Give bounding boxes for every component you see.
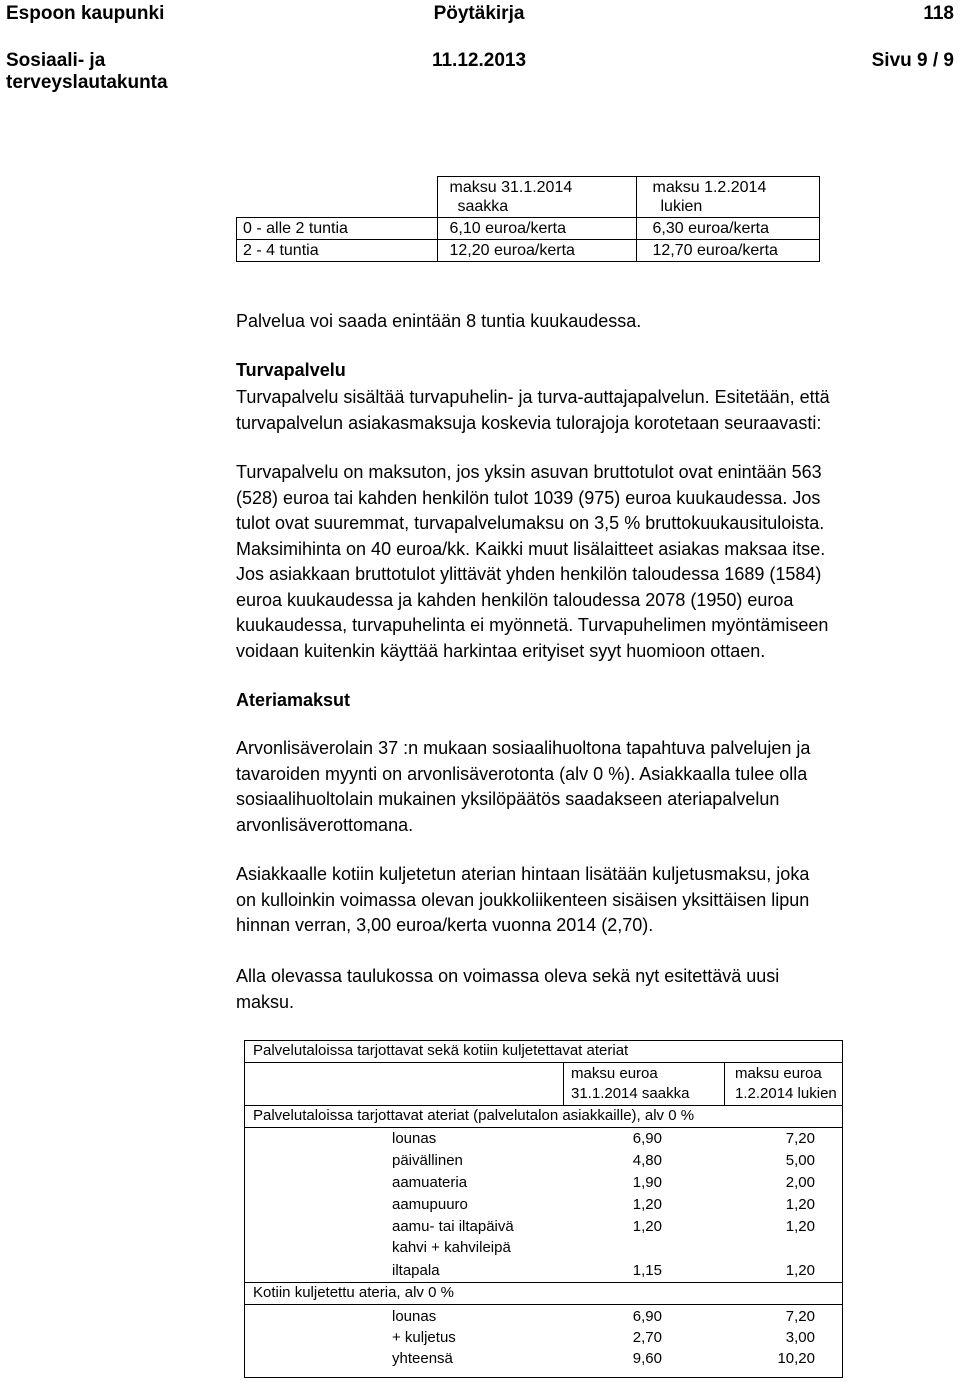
new-price: 7,20 bbox=[785, 1308, 815, 1325]
text-line: Alla olevassa taulukossa on voimassa oleva sekä nyt esitettävä uusi bbox=[236, 966, 780, 986]
security-service-intro bbox=[236, 385, 956, 436]
new-fee: 12,70 euroa/kerta bbox=[636, 240, 820, 262]
old-price: 1,20 bbox=[632, 1196, 662, 1213]
text-line: Jos asiakkaan bruttotulot ylittävät yhden henkilön taloudessa 1689 (1584) bbox=[236, 564, 822, 584]
text-line: voidaan kuitenkin käyttää harkintaa erityiset syyt huomioon ottaen. bbox=[236, 640, 766, 661]
meal-fees-heading: Ateriamaksut bbox=[236, 690, 351, 710]
table-row bbox=[245, 1129, 842, 1150]
security-service-fee-paragraph bbox=[236, 460, 956, 664]
table-row bbox=[245, 1151, 842, 1172]
column-header-old-line2: 31.1.2014 saakka bbox=[571, 1085, 690, 1102]
row-label: 0 - alle 2 tuntia bbox=[237, 218, 438, 240]
meal-name: + kuljetus bbox=[392, 1329, 456, 1346]
old-price: 4,80 bbox=[632, 1152, 662, 1169]
column-header-old-line1: maksu 31.1.2014 bbox=[449, 179, 573, 196]
table-row bbox=[237, 218, 820, 240]
meal-name: iltapala bbox=[392, 1262, 440, 1279]
security-service-heading: Turvapalvelu bbox=[236, 360, 346, 380]
old-fee: 6,10 euroa/kerta bbox=[437, 218, 636, 240]
meal-name: aamu- tai iltapäivä bbox=[392, 1218, 514, 1235]
section-header-home-delivery: Kotiin kuljetettu ateria, alv 0 % bbox=[245, 1282, 842, 1305]
table-row bbox=[245, 1328, 842, 1349]
table-intro-paragraph bbox=[236, 964, 956, 1015]
column-header-old bbox=[437, 177, 636, 218]
section-number: 118 bbox=[923, 3, 954, 24]
table-row bbox=[245, 1261, 842, 1282]
empty-header-cell bbox=[237, 177, 438, 218]
column-header-new-line2: 1.2.2014 lukien bbox=[735, 1085, 837, 1102]
column-header-new-line2: lukien bbox=[660, 198, 703, 215]
text-line: sosiaalihuoltolain mukainen yksilöpäätös saadakseen ateriapalvelun bbox=[236, 789, 780, 809]
meal-name: aamuateria bbox=[392, 1174, 468, 1191]
new-price: 7,20 bbox=[785, 1130, 815, 1147]
meal-name: aamupuuro bbox=[392, 1196, 468, 1213]
table-row bbox=[245, 1173, 842, 1194]
new-price: 2,00 bbox=[785, 1174, 815, 1191]
column-header-old-line2: saakka bbox=[457, 198, 509, 215]
meal-table-title: Palvelutaloissa tarjottavat sekä kotiin kuljetettavat ateriat bbox=[245, 1041, 842, 1063]
new-price: 1,20 bbox=[785, 1196, 815, 1213]
section-header-service-housing: Palvelutaloissa tarjottavat ateriat (palvelutalon asiakkaille), alv 0 % bbox=[245, 1105, 842, 1128]
column-divider bbox=[724, 1063, 725, 1105]
text-line: Maksimihinta on 40 euroa/kk. Kaikki muut lisälaitteet asiakas maksaa itse. bbox=[236, 538, 826, 559]
text-line: hinnan verran, 3,00 euroa/kerta vuonna 2014 (2,70). bbox=[236, 915, 654, 935]
vat-paragraph bbox=[236, 736, 956, 838]
old-price: 9,60 bbox=[632, 1350, 662, 1367]
meal-price-table bbox=[244, 1040, 843, 1378]
column-header-new-line1: maksu euroa bbox=[735, 1065, 822, 1082]
table-header-row bbox=[237, 177, 820, 218]
table-row bbox=[245, 1195, 842, 1216]
new-price: 3,00 bbox=[785, 1329, 815, 1346]
text-line: (528) euroa tai kahden henkilön tulot 1039 (975) euroa kuukaudessa. Jos bbox=[236, 487, 821, 508]
text-line: arvonlisäverottomana. bbox=[236, 814, 414, 835]
meal-name: lounas bbox=[392, 1308, 437, 1325]
old-price: 6,90 bbox=[632, 1308, 662, 1325]
text-line: Asiakkaalle kotiin kuljetetun aterian hintaan lisätään kuljetusmaksu, joka bbox=[236, 864, 810, 884]
new-price: 5,00 bbox=[785, 1152, 815, 1169]
new-price: 1,20 bbox=[785, 1262, 815, 1279]
table-row bbox=[245, 1307, 842, 1328]
text-line: turvapalvelun asiakasmaksuja koskevia tulorajoja korotetaan seuraavasti: bbox=[236, 412, 822, 433]
text-line: maksu. bbox=[236, 991, 295, 1012]
board-name-line2: terveyslautakunta bbox=[6, 72, 168, 93]
old-price: 1,15 bbox=[632, 1262, 662, 1279]
table-row bbox=[237, 240, 820, 262]
column-divider bbox=[563, 1063, 564, 1105]
document-type: Pöytäkirja bbox=[433, 3, 525, 24]
page-number: Sivu 9 / 9 bbox=[871, 50, 954, 71]
text-line: Turvapalvelu sisältää turvapuhelin- ja turva-auttajapalvelun. Esitetään, että bbox=[236, 387, 830, 407]
row-label: 2 - 4 tuntia bbox=[237, 240, 438, 262]
old-price: 1,90 bbox=[632, 1174, 662, 1191]
old-fee: 12,20 euroa/kerta bbox=[437, 240, 636, 262]
column-header-new-line1: maksu 1.2.2014 bbox=[652, 179, 767, 196]
meal-name: yhteensä bbox=[392, 1350, 453, 1367]
new-price: 10,20 bbox=[777, 1350, 815, 1367]
meeting-date: 11.12.2013 bbox=[431, 50, 527, 71]
text-line: Arvonlisäverolain 37 :n mukaan sosiaalihuoltona tapahtuva palvelujen ja bbox=[236, 738, 811, 758]
text-line: tulot ovat suuremmat, turvapalvelumaksu on 3,5 % bruttokuukausituloista. bbox=[236, 513, 825, 533]
new-price: 1,20 bbox=[785, 1218, 815, 1235]
text-line: Turvapalvelu on maksuton, jos yksin asuvan bruttotulot ovat enintään 563 bbox=[236, 462, 822, 482]
home-care-fee-table bbox=[236, 176, 820, 262]
old-price: 2,70 bbox=[632, 1329, 662, 1346]
text-line: euroa kuukaudessa ja kahden henkilön taloudessa 2078 (1950) euroa bbox=[236, 589, 794, 610]
meal-name: päivällinen bbox=[392, 1152, 463, 1169]
meal-name: lounas bbox=[392, 1130, 437, 1147]
column-header-new bbox=[636, 177, 820, 218]
table-row bbox=[245, 1349, 842, 1370]
text-line: on kulloinkin voimassa olevan joukkoliikenteen sisäisen yksittäisen lipun bbox=[236, 889, 810, 910]
board-name-line1: Sosiaali- ja bbox=[6, 50, 106, 71]
old-price: 6,90 bbox=[632, 1130, 662, 1147]
new-fee: 6,30 euroa/kerta bbox=[636, 218, 820, 240]
text-line: kuukaudessa, turvapuhelinta ei myönnetä. Turvapuhelimen myöntämiseen bbox=[236, 615, 829, 635]
old-price: 1,20 bbox=[632, 1218, 662, 1235]
organization-name: Espoon kaupunki bbox=[6, 3, 165, 24]
delivery-fee-paragraph bbox=[236, 862, 956, 939]
text-line: tavaroiden myynti on arvonlisäverotonta (alv 0 %). Asiakkaalla tulee olla bbox=[236, 763, 808, 784]
column-header-old-line1: maksu euroa bbox=[571, 1065, 658, 1082]
meal-name-line2: kahvi + kahvileipä bbox=[392, 1239, 511, 1256]
home-care-limit-paragraph: Palvelua voi saada enintään 8 tuntia kuukaudessa. bbox=[236, 311, 642, 331]
table-row bbox=[245, 1217, 842, 1259]
